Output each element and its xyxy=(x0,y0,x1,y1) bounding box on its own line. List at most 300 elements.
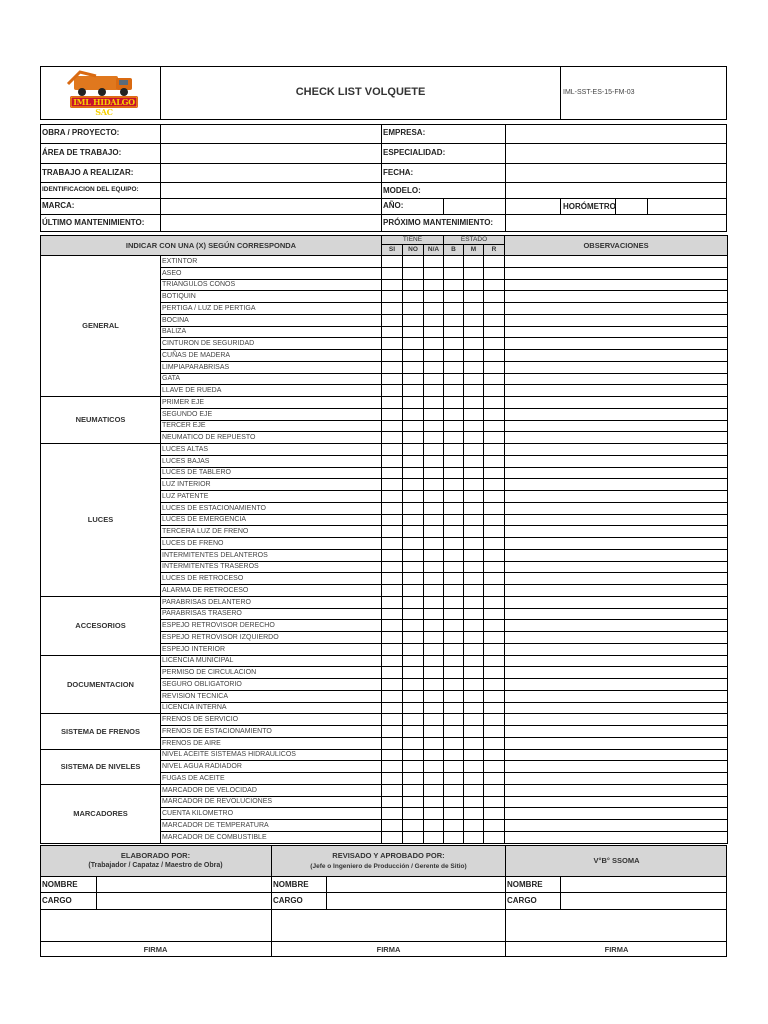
check-cell-no[interactable] xyxy=(403,620,424,632)
check-cell-no[interactable] xyxy=(403,761,424,773)
observation-cell[interactable] xyxy=(505,420,728,432)
check-cell-m[interactable] xyxy=(464,573,484,585)
check-cell-na[interactable] xyxy=(424,267,444,279)
check-cell-b[interactable] xyxy=(444,643,464,655)
check-cell-b[interactable] xyxy=(444,279,464,291)
check-cell-r[interactable] xyxy=(484,714,505,726)
check-cell-si[interactable] xyxy=(382,444,403,456)
observation-cell[interactable] xyxy=(505,267,728,279)
signature-area-revisado[interactable] xyxy=(272,910,505,941)
check-cell-na[interactable] xyxy=(424,796,444,808)
field-proximo[interactable] xyxy=(506,215,726,231)
check-cell-si[interactable] xyxy=(382,820,403,832)
check-cell-r[interactable] xyxy=(484,573,505,585)
observation-cell[interactable] xyxy=(505,397,728,409)
signature-area-elaborado[interactable] xyxy=(41,910,271,941)
observation-cell[interactable] xyxy=(505,585,728,597)
check-cell-m[interactable] xyxy=(464,444,484,456)
field-empresa[interactable] xyxy=(506,125,726,143)
observation-cell[interactable] xyxy=(505,784,728,796)
check-cell-r[interactable] xyxy=(484,256,505,268)
check-cell-r[interactable] xyxy=(484,385,505,397)
observation-cell[interactable] xyxy=(505,338,728,350)
check-cell-no[interactable] xyxy=(403,350,424,362)
field-cargo-revisado[interactable] xyxy=(327,893,505,909)
check-cell-na[interactable] xyxy=(424,408,444,420)
check-cell-no[interactable] xyxy=(403,385,424,397)
check-cell-no[interactable] xyxy=(403,737,424,749)
check-cell-na[interactable] xyxy=(424,514,444,526)
signature-area-ssoma[interactable] xyxy=(506,910,727,941)
check-cell-b[interactable] xyxy=(444,737,464,749)
check-cell-si[interactable] xyxy=(382,655,403,667)
field-area[interactable] xyxy=(161,144,380,162)
check-cell-si[interactable] xyxy=(382,796,403,808)
check-cell-na[interactable] xyxy=(424,667,444,679)
check-cell-na[interactable] xyxy=(424,596,444,608)
check-cell-m[interactable] xyxy=(464,267,484,279)
check-cell-na[interactable] xyxy=(424,773,444,785)
check-cell-r[interactable] xyxy=(484,608,505,620)
check-cell-no[interactable] xyxy=(403,397,424,409)
check-cell-b[interactable] xyxy=(444,667,464,679)
check-cell-b[interactable] xyxy=(444,267,464,279)
check-cell-si[interactable] xyxy=(382,397,403,409)
field-trabajo[interactable] xyxy=(161,164,380,182)
check-cell-b[interactable] xyxy=(444,690,464,702)
check-cell-r[interactable] xyxy=(484,432,505,444)
check-cell-r[interactable] xyxy=(484,749,505,761)
check-cell-b[interactable] xyxy=(444,526,464,538)
check-cell-na[interactable] xyxy=(424,420,444,432)
check-cell-r[interactable] xyxy=(484,291,505,303)
check-cell-no[interactable] xyxy=(403,326,424,338)
check-cell-si[interactable] xyxy=(382,479,403,491)
observation-cell[interactable] xyxy=(505,561,728,573)
check-cell-m[interactable] xyxy=(464,455,484,467)
check-cell-b[interactable] xyxy=(444,502,464,514)
check-cell-m[interactable] xyxy=(464,690,484,702)
check-cell-m[interactable] xyxy=(464,350,484,362)
field-identificacion[interactable] xyxy=(161,183,380,198)
check-cell-si[interactable] xyxy=(382,585,403,597)
check-cell-m[interactable] xyxy=(464,502,484,514)
check-cell-no[interactable] xyxy=(403,502,424,514)
check-cell-si[interactable] xyxy=(382,408,403,420)
check-cell-b[interactable] xyxy=(444,303,464,315)
observation-cell[interactable] xyxy=(505,655,728,667)
check-cell-m[interactable] xyxy=(464,279,484,291)
check-cell-r[interactable] xyxy=(484,655,505,667)
check-cell-no[interactable] xyxy=(403,408,424,420)
check-cell-no[interactable] xyxy=(403,596,424,608)
check-cell-si[interactable] xyxy=(382,784,403,796)
field-modelo[interactable] xyxy=(506,183,726,198)
check-cell-na[interactable] xyxy=(424,455,444,467)
check-cell-si[interactable] xyxy=(382,761,403,773)
observation-cell[interactable] xyxy=(505,608,728,620)
check-cell-na[interactable] xyxy=(424,373,444,385)
check-cell-m[interactable] xyxy=(464,561,484,573)
check-cell-r[interactable] xyxy=(484,561,505,573)
field-anio[interactable] xyxy=(444,199,560,214)
check-cell-na[interactable] xyxy=(424,702,444,714)
check-cell-na[interactable] xyxy=(424,303,444,315)
observation-cell[interactable] xyxy=(505,773,728,785)
check-cell-b[interactable] xyxy=(444,796,464,808)
observation-cell[interactable] xyxy=(505,726,728,738)
check-cell-no[interactable] xyxy=(403,491,424,503)
check-cell-b[interactable] xyxy=(444,538,464,550)
observation-cell[interactable] xyxy=(505,667,728,679)
check-cell-na[interactable] xyxy=(424,549,444,561)
check-cell-b[interactable] xyxy=(444,373,464,385)
check-cell-b[interactable] xyxy=(444,491,464,503)
check-cell-si[interactable] xyxy=(382,467,403,479)
observation-cell[interactable] xyxy=(505,303,728,315)
check-cell-r[interactable] xyxy=(484,690,505,702)
check-cell-b[interactable] xyxy=(444,679,464,691)
check-cell-na[interactable] xyxy=(424,632,444,644)
check-cell-r[interactable] xyxy=(484,373,505,385)
check-cell-m[interactable] xyxy=(464,491,484,503)
field-cargo-elaborado[interactable] xyxy=(97,893,271,909)
check-cell-no[interactable] xyxy=(403,455,424,467)
check-cell-m[interactable] xyxy=(464,620,484,632)
check-cell-na[interactable] xyxy=(424,820,444,832)
observation-cell[interactable] xyxy=(505,820,728,832)
check-cell-r[interactable] xyxy=(484,338,505,350)
check-cell-na[interactable] xyxy=(424,397,444,409)
check-cell-si[interactable] xyxy=(382,420,403,432)
check-cell-na[interactable] xyxy=(424,714,444,726)
observation-cell[interactable] xyxy=(505,796,728,808)
check-cell-m[interactable] xyxy=(464,338,484,350)
check-cell-si[interactable] xyxy=(382,291,403,303)
check-cell-b[interactable] xyxy=(444,632,464,644)
field-nombre-revisado[interactable] xyxy=(327,878,505,892)
check-cell-m[interactable] xyxy=(464,702,484,714)
check-cell-m[interactable] xyxy=(464,585,484,597)
check-cell-b[interactable] xyxy=(444,350,464,362)
check-cell-si[interactable] xyxy=(382,737,403,749)
check-cell-r[interactable] xyxy=(484,585,505,597)
check-cell-m[interactable] xyxy=(464,385,484,397)
check-cell-na[interactable] xyxy=(424,737,444,749)
check-cell-r[interactable] xyxy=(484,314,505,326)
check-cell-m[interactable] xyxy=(464,420,484,432)
check-cell-m[interactable] xyxy=(464,643,484,655)
check-cell-na[interactable] xyxy=(424,573,444,585)
check-cell-m[interactable] xyxy=(464,479,484,491)
field-nombre-elaborado[interactable] xyxy=(97,878,271,892)
check-cell-b[interactable] xyxy=(444,420,464,432)
check-cell-na[interactable] xyxy=(424,726,444,738)
check-cell-no[interactable] xyxy=(403,726,424,738)
check-cell-m[interactable] xyxy=(464,784,484,796)
check-cell-no[interactable] xyxy=(403,655,424,667)
check-cell-b[interactable] xyxy=(444,820,464,832)
check-cell-si[interactable] xyxy=(382,561,403,573)
check-cell-b[interactable] xyxy=(444,291,464,303)
observation-cell[interactable] xyxy=(505,373,728,385)
check-cell-m[interactable] xyxy=(464,314,484,326)
check-cell-na[interactable] xyxy=(424,526,444,538)
check-cell-b[interactable] xyxy=(444,655,464,667)
field-especialidad[interactable] xyxy=(506,144,726,162)
check-cell-si[interactable] xyxy=(382,279,403,291)
check-cell-m[interactable] xyxy=(464,549,484,561)
check-cell-si[interactable] xyxy=(382,608,403,620)
check-cell-na[interactable] xyxy=(424,808,444,820)
check-cell-r[interactable] xyxy=(484,467,505,479)
check-cell-no[interactable] xyxy=(403,690,424,702)
check-cell-no[interactable] xyxy=(403,808,424,820)
check-cell-no[interactable] xyxy=(403,632,424,644)
observation-cell[interactable] xyxy=(505,326,728,338)
observation-cell[interactable] xyxy=(505,702,728,714)
check-cell-m[interactable] xyxy=(464,667,484,679)
check-cell-no[interactable] xyxy=(403,279,424,291)
check-cell-r[interactable] xyxy=(484,784,505,796)
check-cell-m[interactable] xyxy=(464,737,484,749)
check-cell-no[interactable] xyxy=(403,526,424,538)
check-cell-m[interactable] xyxy=(464,526,484,538)
check-cell-si[interactable] xyxy=(382,350,403,362)
observation-cell[interactable] xyxy=(505,467,728,479)
check-cell-b[interactable] xyxy=(444,514,464,526)
check-cell-no[interactable] xyxy=(403,561,424,573)
check-cell-m[interactable] xyxy=(464,596,484,608)
check-cell-b[interactable] xyxy=(444,784,464,796)
observation-cell[interactable] xyxy=(505,690,728,702)
observation-cell[interactable] xyxy=(505,491,728,503)
check-cell-b[interactable] xyxy=(444,479,464,491)
check-cell-na[interactable] xyxy=(424,679,444,691)
field-obra[interactable] xyxy=(161,125,380,143)
check-cell-na[interactable] xyxy=(424,620,444,632)
check-cell-na[interactable] xyxy=(424,643,444,655)
check-cell-b[interactable] xyxy=(444,326,464,338)
check-cell-m[interactable] xyxy=(464,408,484,420)
check-cell-no[interactable] xyxy=(403,820,424,832)
check-cell-b[interactable] xyxy=(444,408,464,420)
check-cell-no[interactable] xyxy=(403,514,424,526)
check-cell-b[interactable] xyxy=(444,444,464,456)
check-cell-si[interactable] xyxy=(382,373,403,385)
check-cell-m[interactable] xyxy=(464,514,484,526)
observation-cell[interactable] xyxy=(505,573,728,585)
check-cell-si[interactable] xyxy=(382,831,403,843)
check-cell-r[interactable] xyxy=(484,408,505,420)
check-cell-na[interactable] xyxy=(424,338,444,350)
check-cell-m[interactable] xyxy=(464,303,484,315)
check-cell-na[interactable] xyxy=(424,831,444,843)
check-cell-na[interactable] xyxy=(424,608,444,620)
check-cell-m[interactable] xyxy=(464,773,484,785)
check-cell-r[interactable] xyxy=(484,549,505,561)
observation-cell[interactable] xyxy=(505,831,728,843)
check-cell-no[interactable] xyxy=(403,831,424,843)
check-cell-si[interactable] xyxy=(382,326,403,338)
check-cell-b[interactable] xyxy=(444,256,464,268)
check-cell-no[interactable] xyxy=(403,749,424,761)
check-cell-na[interactable] xyxy=(424,538,444,550)
check-cell-b[interactable] xyxy=(444,714,464,726)
check-cell-m[interactable] xyxy=(464,608,484,620)
observation-cell[interactable] xyxy=(505,643,728,655)
check-cell-si[interactable] xyxy=(382,596,403,608)
check-cell-no[interactable] xyxy=(403,444,424,456)
check-cell-na[interactable] xyxy=(424,291,444,303)
check-cell-b[interactable] xyxy=(444,361,464,373)
check-cell-na[interactable] xyxy=(424,361,444,373)
check-cell-na[interactable] xyxy=(424,326,444,338)
check-cell-na[interactable] xyxy=(424,279,444,291)
check-cell-r[interactable] xyxy=(484,773,505,785)
check-cell-m[interactable] xyxy=(464,538,484,550)
observation-cell[interactable] xyxy=(505,620,728,632)
check-cell-b[interactable] xyxy=(444,585,464,597)
check-cell-m[interactable] xyxy=(464,820,484,832)
check-cell-m[interactable] xyxy=(464,808,484,820)
check-cell-m[interactable] xyxy=(464,714,484,726)
check-cell-b[interactable] xyxy=(444,761,464,773)
check-cell-na[interactable] xyxy=(424,561,444,573)
check-cell-b[interactable] xyxy=(444,749,464,761)
check-cell-m[interactable] xyxy=(464,796,484,808)
check-cell-si[interactable] xyxy=(382,679,403,691)
check-cell-si[interactable] xyxy=(382,632,403,644)
check-cell-r[interactable] xyxy=(484,479,505,491)
check-cell-si[interactable] xyxy=(382,303,403,315)
observation-cell[interactable] xyxy=(505,432,728,444)
observation-cell[interactable] xyxy=(505,549,728,561)
check-cell-r[interactable] xyxy=(484,643,505,655)
check-cell-b[interactable] xyxy=(444,773,464,785)
check-cell-r[interactable] xyxy=(484,667,505,679)
check-cell-r[interactable] xyxy=(484,491,505,503)
check-cell-m[interactable] xyxy=(464,432,484,444)
field-fecha[interactable] xyxy=(506,164,726,182)
check-cell-b[interactable] xyxy=(444,808,464,820)
observation-cell[interactable] xyxy=(505,444,728,456)
check-cell-na[interactable] xyxy=(424,256,444,268)
check-cell-r[interactable] xyxy=(484,808,505,820)
check-cell-si[interactable] xyxy=(382,573,403,585)
check-cell-m[interactable] xyxy=(464,761,484,773)
check-cell-si[interactable] xyxy=(382,702,403,714)
check-cell-r[interactable] xyxy=(484,726,505,738)
check-cell-r[interactable] xyxy=(484,420,505,432)
check-cell-m[interactable] xyxy=(464,373,484,385)
check-cell-na[interactable] xyxy=(424,467,444,479)
check-cell-si[interactable] xyxy=(382,643,403,655)
check-cell-r[interactable] xyxy=(484,596,505,608)
check-cell-si[interactable] xyxy=(382,338,403,350)
check-cell-no[interactable] xyxy=(403,538,424,550)
check-cell-m[interactable] xyxy=(464,679,484,691)
check-cell-no[interactable] xyxy=(403,585,424,597)
check-cell-r[interactable] xyxy=(484,702,505,714)
check-cell-si[interactable] xyxy=(382,690,403,702)
check-cell-r[interactable] xyxy=(484,526,505,538)
field-horometro[interactable] xyxy=(616,199,647,214)
check-cell-r[interactable] xyxy=(484,737,505,749)
check-cell-b[interactable] xyxy=(444,561,464,573)
check-cell-b[interactable] xyxy=(444,573,464,585)
observation-cell[interactable] xyxy=(505,679,728,691)
check-cell-no[interactable] xyxy=(403,267,424,279)
check-cell-no[interactable] xyxy=(403,773,424,785)
observation-cell[interactable] xyxy=(505,526,728,538)
check-cell-si[interactable] xyxy=(382,514,403,526)
check-cell-m[interactable] xyxy=(464,326,484,338)
observation-cell[interactable] xyxy=(505,314,728,326)
observation-cell[interactable] xyxy=(505,632,728,644)
observation-cell[interactable] xyxy=(505,808,728,820)
observation-cell[interactable] xyxy=(505,737,728,749)
observation-cell[interactable] xyxy=(505,256,728,268)
check-cell-r[interactable] xyxy=(484,303,505,315)
check-cell-si[interactable] xyxy=(382,726,403,738)
check-cell-m[interactable] xyxy=(464,397,484,409)
check-cell-b[interactable] xyxy=(444,702,464,714)
check-cell-na[interactable] xyxy=(424,314,444,326)
check-cell-m[interactable] xyxy=(464,361,484,373)
check-cell-no[interactable] xyxy=(403,702,424,714)
check-cell-m[interactable] xyxy=(464,467,484,479)
observation-cell[interactable] xyxy=(505,291,728,303)
field-ultimo[interactable] xyxy=(161,215,380,231)
check-cell-r[interactable] xyxy=(484,831,505,843)
check-cell-na[interactable] xyxy=(424,385,444,397)
check-cell-no[interactable] xyxy=(403,784,424,796)
check-cell-no[interactable] xyxy=(403,479,424,491)
check-cell-m[interactable] xyxy=(464,831,484,843)
check-cell-no[interactable] xyxy=(403,432,424,444)
observation-cell[interactable] xyxy=(505,596,728,608)
check-cell-no[interactable] xyxy=(403,549,424,561)
check-cell-na[interactable] xyxy=(424,749,444,761)
check-cell-no[interactable] xyxy=(403,643,424,655)
check-cell-m[interactable] xyxy=(464,726,484,738)
observation-cell[interactable] xyxy=(505,761,728,773)
check-cell-no[interactable] xyxy=(403,714,424,726)
check-cell-b[interactable] xyxy=(444,726,464,738)
check-cell-r[interactable] xyxy=(484,361,505,373)
check-cell-na[interactable] xyxy=(424,690,444,702)
check-cell-si[interactable] xyxy=(382,385,403,397)
observation-cell[interactable] xyxy=(505,279,728,291)
check-cell-r[interactable] xyxy=(484,350,505,362)
check-cell-no[interactable] xyxy=(403,338,424,350)
check-cell-r[interactable] xyxy=(484,326,505,338)
check-cell-b[interactable] xyxy=(444,620,464,632)
check-cell-no[interactable] xyxy=(403,667,424,679)
check-cell-m[interactable] xyxy=(464,655,484,667)
check-cell-r[interactable] xyxy=(484,761,505,773)
check-cell-na[interactable] xyxy=(424,479,444,491)
check-cell-si[interactable] xyxy=(382,714,403,726)
observation-cell[interactable] xyxy=(505,714,728,726)
check-cell-si[interactable] xyxy=(382,361,403,373)
check-cell-si[interactable] xyxy=(382,773,403,785)
check-cell-no[interactable] xyxy=(403,373,424,385)
check-cell-b[interactable] xyxy=(444,455,464,467)
check-cell-na[interactable] xyxy=(424,784,444,796)
check-cell-no[interactable] xyxy=(403,608,424,620)
